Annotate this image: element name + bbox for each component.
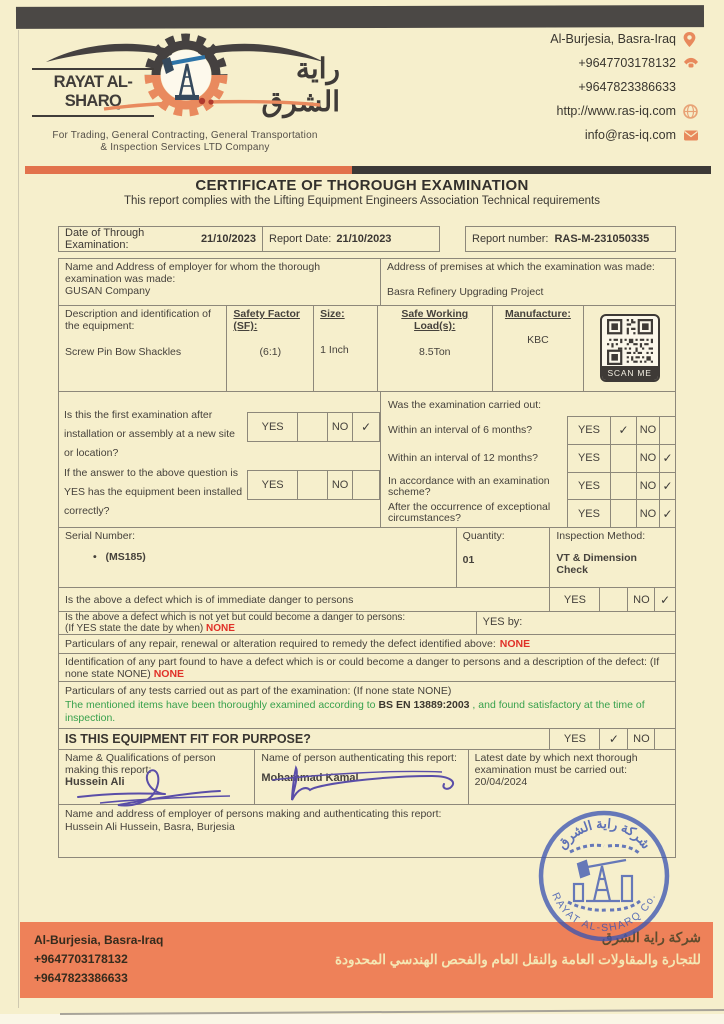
contact-address-line (550, 32, 700, 46)
yes-label: YES (577, 479, 600, 492)
footer-contacts (34, 931, 163, 988)
carried-out-item-label: Within an interval of 12 months? (387, 452, 538, 464)
quantity-label: Quantity: (462, 530, 505, 542)
next-exam-cell (468, 750, 675, 804)
becoming-danger-line1: Is the above a defect which is not yet but could become a danger to persons: (65, 612, 406, 623)
footer-arabic-line2: للتجارة والمقاولات العامة والنقل العام والفحص الهندسي المحدودة (334, 952, 701, 967)
authenticator-cell (254, 750, 467, 804)
serial-row (59, 527, 675, 587)
no-label: NO (627, 588, 654, 611)
yes-by-cell: YES by: (476, 612, 675, 634)
q2-yes-check (297, 471, 327, 499)
q1-no-label: NO (327, 413, 353, 441)
equipment-desc-label: Description and identification of the equipment: (65, 308, 211, 332)
safety-factor-cell (226, 306, 313, 391)
no-check: ✓ (654, 588, 675, 611)
report-number-label: Report number: (472, 233, 549, 245)
stamp-pumpjack-icon (568, 845, 640, 910)
first-exam-cell (59, 392, 380, 527)
no-check: ✓ (659, 500, 675, 527)
header-contacts (550, 32, 700, 152)
qr-code (600, 314, 660, 382)
premises-value: Basra Refinery Upgrading Project (386, 286, 544, 298)
repair-text: Particulars of any repair, renewal or alteration required to remedy the defect identified above: (65, 638, 496, 650)
carried-out-item-label: Within an interval of 6 months? (387, 424, 533, 436)
fit-for-purpose-yesno (549, 729, 675, 749)
immediate-danger-yesno (549, 588, 675, 611)
stamp-text-arabic: شركة راية الشرق (554, 815, 654, 852)
yes-check (610, 500, 636, 527)
carried-out-row (568, 417, 675, 444)
immediate-danger-row (59, 587, 675, 611)
size-label: Size: (320, 308, 345, 320)
employer-value: GUSAN Company (65, 285, 151, 297)
identification-cell (59, 654, 675, 681)
serial-cell (59, 528, 456, 587)
repair-row (59, 634, 675, 653)
tests-cell (59, 682, 675, 728)
inspection-method-cell (549, 528, 675, 587)
q2-yes-label: YES (261, 479, 284, 491)
identification-none: NONE (153, 668, 185, 680)
contact-address: Al-Burjesia, Basra-Iraq (550, 32, 676, 46)
no-label: NO (636, 445, 659, 472)
report-number-box (465, 226, 676, 252)
tests-row (59, 681, 675, 728)
repair-cell (59, 635, 675, 653)
contact-phone1: +9647703178132 (578, 56, 676, 70)
scan-edge-bottom (0, 1014, 724, 1024)
contact-web-line (550, 104, 700, 118)
swl-cell (377, 306, 492, 391)
no-label: NO (636, 500, 659, 527)
location-pin-icon (683, 32, 700, 47)
contact-email-line (550, 128, 700, 142)
first-exam-q2-yesno (247, 470, 380, 500)
report-date-cell (263, 227, 397, 251)
tagline-line2: & Inspection Services LTD Company (100, 142, 270, 153)
equipment-row (59, 305, 675, 391)
employer-cell (59, 259, 380, 305)
yes-label: YES (577, 507, 600, 520)
report-number-value: RAS-M-231050335 (554, 233, 650, 245)
immediate-danger-text: Is the above a defect which is of immediate danger to persons (65, 593, 354, 606)
manufacture-cell (492, 306, 584, 391)
no-check: ✓ (659, 473, 675, 500)
identification-text: Identification of any part found to have a defect which is or could become a danger to persons and a description of the defect: (If none state NONE) (65, 656, 660, 680)
tests-standard: BS EN 13889:2003 (378, 698, 470, 711)
qr-cell (583, 306, 675, 391)
yes-check (610, 473, 636, 500)
equipment-desc-value: Screw Pin Bow Shackles (65, 346, 182, 358)
company-tagline (30, 130, 340, 154)
first-exam-q1-yesno (247, 412, 380, 442)
no-check (654, 729, 675, 749)
q2-no-label: NO (327, 471, 353, 499)
stamp-text-en: RAYAT AL-SHARQ Co. (549, 890, 659, 935)
tests-result-b: , and found satisfactory at the time of inspection. (65, 698, 645, 724)
tagline-line1: For Trading, General Contracting, General Transportation (52, 130, 318, 141)
next-exam-label: Latest date by which next thorough examination must be carried out: (474, 752, 638, 776)
divider-bar (25, 166, 711, 174)
maker-label: Name & Qualifications of person making this report: (65, 752, 216, 776)
carried-out-row (568, 499, 675, 527)
examination-table (58, 258, 676, 858)
swl-label: Safe Working Load(s): (401, 308, 469, 332)
fit-for-purpose-row (59, 728, 675, 749)
quantity-cell (456, 528, 550, 587)
exam-date-value: 21/10/2023 (200, 233, 256, 245)
q2-no-check (352, 471, 379, 499)
serial-value-line (93, 551, 450, 563)
footer-phone2: +9647823386633 (34, 971, 128, 985)
phone-icon (683, 57, 700, 69)
signatures-row (59, 749, 675, 804)
logo-dots (196, 94, 218, 108)
becoming-danger-hint: (If YES state the date by when) (65, 622, 204, 634)
contact-phone1-line (550, 56, 700, 70)
email-icon (683, 130, 700, 141)
bullet: • (93, 551, 97, 563)
yes-label: YES (577, 452, 600, 465)
repair-none: NONE (499, 638, 531, 650)
tests-result (65, 699, 669, 726)
becoming-danger-line2 (65, 624, 470, 635)
q1-no-check: ✓ (352, 413, 379, 441)
company-logo (30, 28, 340, 156)
q1-yes-label: YES (261, 421, 284, 433)
tests-result-a: The mentioned items have been thoroughly examined according to (65, 698, 379, 711)
exam-date-label: Date of Through Examination: (65, 227, 145, 251)
first-exam-q1-text: Is this the first examination after installation or assembly at a new site or location? (64, 409, 235, 459)
yes-check (610, 445, 636, 472)
carried-out-row (568, 444, 675, 472)
yes-check: ✓ (610, 417, 636, 444)
company-stamp (534, 806, 674, 946)
next-exam-date: 20/04/2024 (474, 776, 528, 788)
identification-row (59, 653, 675, 681)
yes-check: ✓ (599, 729, 627, 749)
company-name-ar: راية الشرق (261, 53, 340, 117)
report-employer-value: Hussein Ali Hussein, Basra, Burjesia (65, 821, 235, 833)
divider-orange-segment (25, 166, 352, 174)
dates-box (58, 226, 440, 252)
size-value: 1 Inch (320, 344, 349, 356)
contact-phone2-line (550, 80, 700, 94)
no-check (659, 417, 675, 444)
serial-label: Serial Number: (65, 530, 136, 542)
qr-caption: SCAN ME (602, 366, 658, 380)
no-check: ✓ (659, 445, 675, 472)
carried-out-cell (380, 392, 675, 527)
footer-phone1: +9647703178132 (34, 952, 128, 966)
yes-label: YES (549, 729, 599, 749)
no-label: NO (636, 473, 659, 500)
yes-label: YES (549, 588, 599, 611)
report-employer-label: Name and address of employer of persons making and authenticating this report: (65, 808, 442, 820)
carried-out-item-label: After the occurrence of exceptional circumstances? (387, 501, 551, 524)
authenticator-label: Name of person authenticating this report: (261, 752, 457, 764)
authenticator-name: Mohammad Kamal (261, 772, 359, 784)
inspection-method-value: VT & Dimension Check (556, 552, 637, 576)
qr-pattern (607, 319, 653, 365)
maker-name: Hussein Ali (65, 776, 125, 788)
maker-cell (59, 750, 254, 804)
yes-check (599, 588, 627, 611)
contact-email: info@ras-iq.com (584, 128, 676, 142)
quantity-value: 01 (462, 554, 475, 566)
equipment-desc-cell (59, 306, 226, 391)
exam-date-cell (59, 227, 263, 251)
divider-dark-segment (352, 166, 711, 174)
inspection-method-label: Inspection Method: (556, 530, 646, 542)
becoming-danger-cell (59, 612, 476, 634)
carried-out-row (568, 472, 675, 500)
no-label: NO (636, 417, 659, 444)
employer-row (59, 259, 675, 305)
contact-website: http://www.ras-iq.com (556, 104, 676, 118)
footer-arabic-line1: شركة راية الشرق (601, 930, 701, 945)
scan-edge-top (16, 5, 704, 29)
premises-cell (380, 259, 675, 305)
manufacture-value: KBC (527, 334, 549, 346)
swl-value: 8.5Ton (419, 346, 451, 358)
serial-value: (MS185) (105, 551, 146, 563)
premises-label: Address of premises at which the examination was made: (386, 261, 655, 273)
footer-address: Al-Burjesia, Basra-Iraq (34, 933, 164, 947)
first-exam-q2-text: If the answer to the above question is YES has the equipment been installed correctly? (64, 467, 243, 517)
manufacture-label: Manufacture: (504, 308, 571, 320)
report-date-label: Report Date: (269, 233, 332, 245)
employer-label: Name and Address of employer for whom the thorough examination was made: (65, 261, 321, 285)
contact-phone2: +9647823386633 (578, 80, 676, 94)
carried-out-header: Was the examination carried out: (387, 399, 542, 411)
becoming-danger-none: NONE (206, 622, 235, 634)
yes-label: YES (577, 424, 600, 437)
fit-for-purpose-text: IS THIS EQUIPMENT FIT FOR PURPOSE? (65, 732, 311, 746)
q1-yes-check (297, 413, 327, 441)
globe-icon (683, 104, 700, 119)
no-label: NO (627, 729, 654, 749)
page-subtitle: This report complies with the Lifting Equipment Engineers Association Technical requirements (123, 195, 600, 207)
carried-out-item-label: In accordance with an examination scheme? (387, 475, 550, 498)
questions-row (59, 391, 675, 527)
becoming-danger-row (59, 611, 675, 634)
size-cell (313, 306, 377, 391)
report-date-value: 21/10/2023 (336, 233, 392, 245)
tests-text: Particulars of any tests carried out as part of the examination: (If none state NONE) (65, 685, 452, 697)
safety-factor-value: (6:1) (259, 346, 282, 358)
page-title: CERTIFICATE OF THOROUGH EXAMINATION (195, 177, 529, 194)
carried-out-yesno-table (567, 416, 675, 527)
safety-factor-label: Safety Factor (SF): (233, 308, 300, 332)
company-name-en: RAYAT AL-SHARQ (32, 68, 154, 117)
